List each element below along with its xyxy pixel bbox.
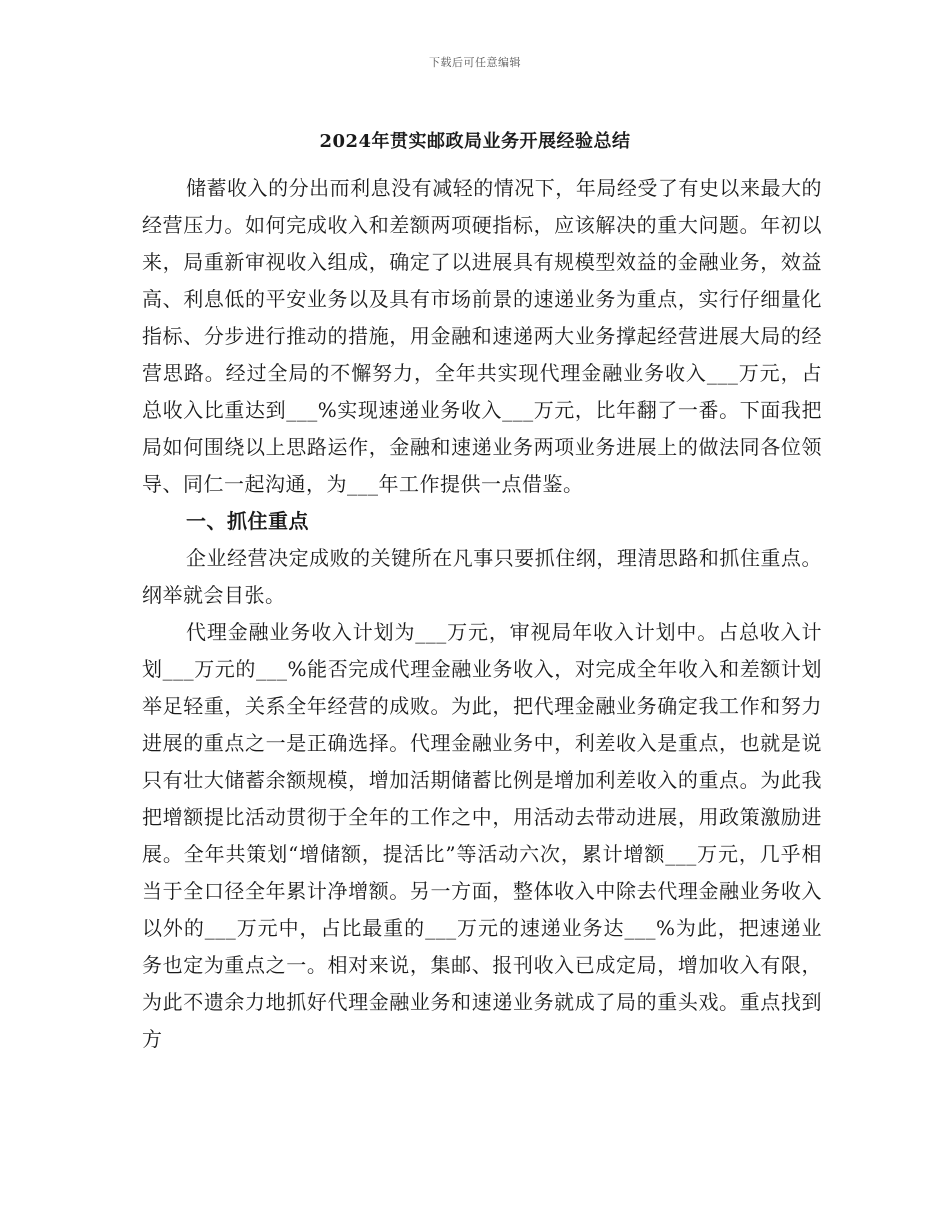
section-1-paragraph: 企业经营决定成败的关键所在凡事只要抓住纲，理清思路和抓住重点。纲举就会目张。 [142, 546, 822, 607]
document-body [142, 170, 822, 1058]
document-title: 2024年贯实邮政局业务开展经验总结 [319, 131, 631, 152]
section-heading-1: 一、抓住重点 [186, 509, 309, 533]
intro-paragraph: 储蓄收入的分出而利息没有减轻的情况下，年局经受了有史以来最大的经营压力。如何完成收入和差额两项硬指标，应该解决的重大问题。年初以来，局重新审视收入组成，确定了以进展具有规模型效益的金融业务，效益高、利息低的平安业务以及具有市场前景的速递业务为重点，实行仔细量化指标、分步进行推动的措施，用金融和速递两大业务撑起经营进展大局的经营思路。经过全局的不懈努力，全年共实现代理金融业务收入___万元，占总收入比重达到___%实现速递业务收入___万元，比年翻了一番。下面我把局如何围绕以上思路运作，金融和速递业务两项业务进展上的做法同各位领导、同仁一起沟通，为___年工作提供一点借鉴。 [142, 176, 822, 496]
section-1-paragraph: 代理金融业务收入计划为___万元，审视局年收入计划中。占总收入计划___万元的___%能否完成代理金融业务收入，对完成全年收入和差额计划举足轻重，关系全年经营的成败。为此，把代理金融业务确定我工作和努力进展的重点之一是正确选择。代理金融业务中，利差收入是重点，也就是说只有壮大储蓄余额规模，增加活期储蓄比例是增加利差收入的重点。为此我把增额提比活动贯彻于全年的工作之中，用活动去带动进展，用政策激励进展。全年共策划“增储额，提活比”等活动六次，累计增额___万元，几乎相当于全口径全年累计净增额。另一方面，整体收入中除去代理金融业务收入以外的___万元中，占比最重的___万元的速递业务达___%为此，把速递业务也定为重点之一。相对来说，集邮、报刊收入已成定局，增加收入有限，为此不遗余力地抓好代理金融业务和速递业务就成了局的重头戏。重点找到方 [142, 620, 822, 1051]
header-note: 下载后可任意编辑 [429, 56, 521, 69]
